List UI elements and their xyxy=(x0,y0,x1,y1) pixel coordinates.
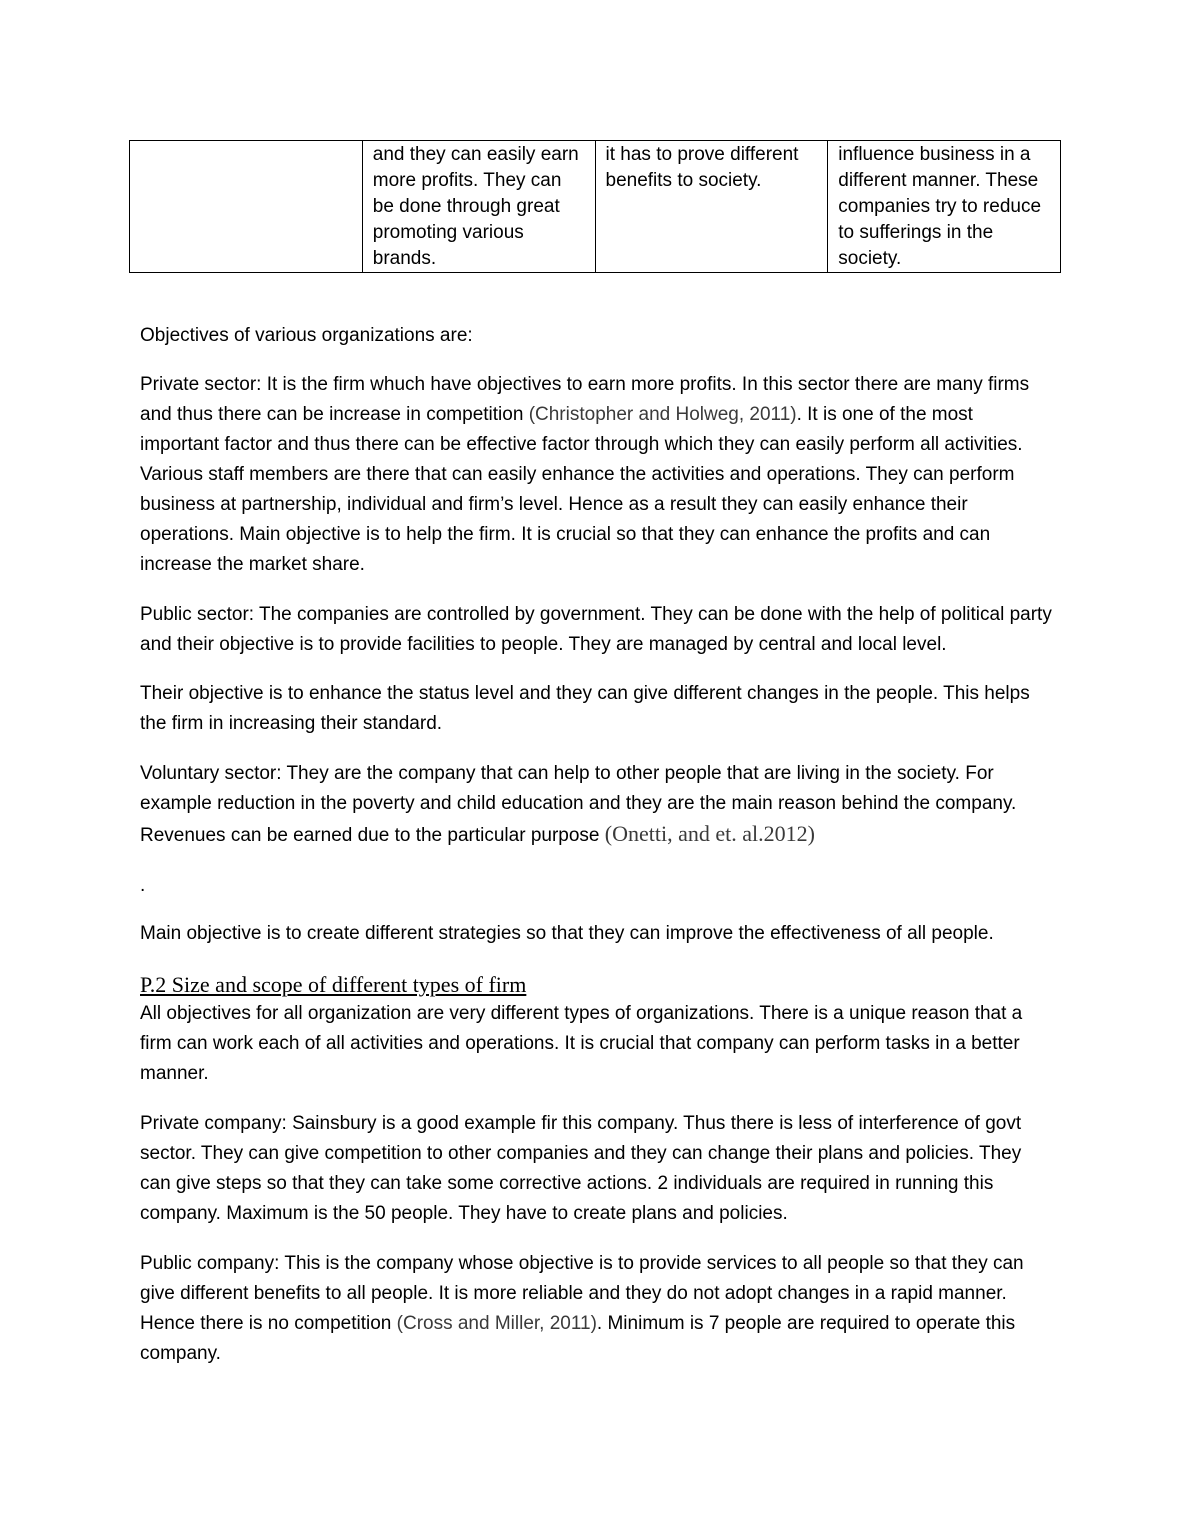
private-sector-paragraph xyxy=(140,370,1052,580)
private-sector-text: Private sector: It is the firm whuch have objectives to earn more profits. In this sector there are many firms and thus there can be increase in competition xyxy=(140,374,1030,425)
table-cell: it has to prove different benefits to society. xyxy=(595,141,828,273)
firm-types-intro: All objectives for all organization are very different types of organizations. There is a unique reason that a firm can work each of all activities and operations. It is crucial that company can perform tasks in a better manner. xyxy=(140,1003,1023,1084)
section-heading: P.2 Size and scope of different types of firm xyxy=(140,972,527,997)
table-cell xyxy=(130,141,363,273)
citation: (Cross and Miller, 2011) xyxy=(396,1313,597,1334)
continued-table xyxy=(129,140,1061,273)
stray-dot: . xyxy=(140,875,146,896)
public-company-paragraph xyxy=(140,1249,1052,1369)
voluntary-sector-paragraph xyxy=(140,759,1052,851)
table-cell: influence business in a different manner. These companies try to reduce to sufferings in the society. xyxy=(828,141,1061,273)
private-company-paragraph: Private company: Sainsbury is a good example fir this company. Thus there is less of interference of govt sector. They can give competition to other companies and they can change their plans and policies. They can give steps so that they can take some corrective actions. 2 individuals are required in running this company. Maximum is the 50 people. They have to create plans and policies. xyxy=(140,1113,1022,1224)
citation: (Christopher and Holweg, 2011) xyxy=(528,404,797,425)
table-cell: and they can easily earn more profits. They can be done through great promoting various brands. xyxy=(362,141,595,273)
public-sector-objective-paragraph: Their objective is to enhance the status level and they can give different changes in the people. This helps the firm in increasing their standard. xyxy=(140,683,1030,734)
citation: (Onetti, and et. al.2012) xyxy=(604,821,815,846)
voluntary-sector-text: Voluntary sector: They are the company that can help to other people that are living in the society. For example reduction in the poverty and child education and they are the main reason behind the company. Revenues can be earned due to the particular purpose xyxy=(140,763,1017,846)
objectives-intro: Objectives of various organizations are: xyxy=(140,325,473,346)
public-company-text: Public company: This is the company whose objective is to provide services to all people so that they can give different benefits to all people. It is more reliable and they do not adopt changes in a rapid manner. Hence there is no competition xyxy=(140,1253,1024,1334)
public-company-text-cont: . Minimum is 7 people are required to operate this company. xyxy=(140,1313,1016,1364)
table-row xyxy=(130,141,1061,273)
public-sector-paragraph: Public sector: The companies are controlled by government. They can be done with the help of political party and their objective is to provide facilities to people. They are managed by central and local level. xyxy=(140,604,1052,655)
main-objective-paragraph: Main objective is to create different strategies so that they can improve the effectiveness of all people. xyxy=(140,923,994,944)
private-sector-text-cont: . It is one of the most important factor and thus there can be effective factor through which they can easily perform all activities. Various staff members are there that can easily enhance the activities and operations. They can perform business at partnership, individual and firm’s level. Hence as a result they can easily enhance their operations. Main objective is to help the firm. It is crucial so that they can enhance the profits and can increase the market share. xyxy=(140,404,1023,575)
